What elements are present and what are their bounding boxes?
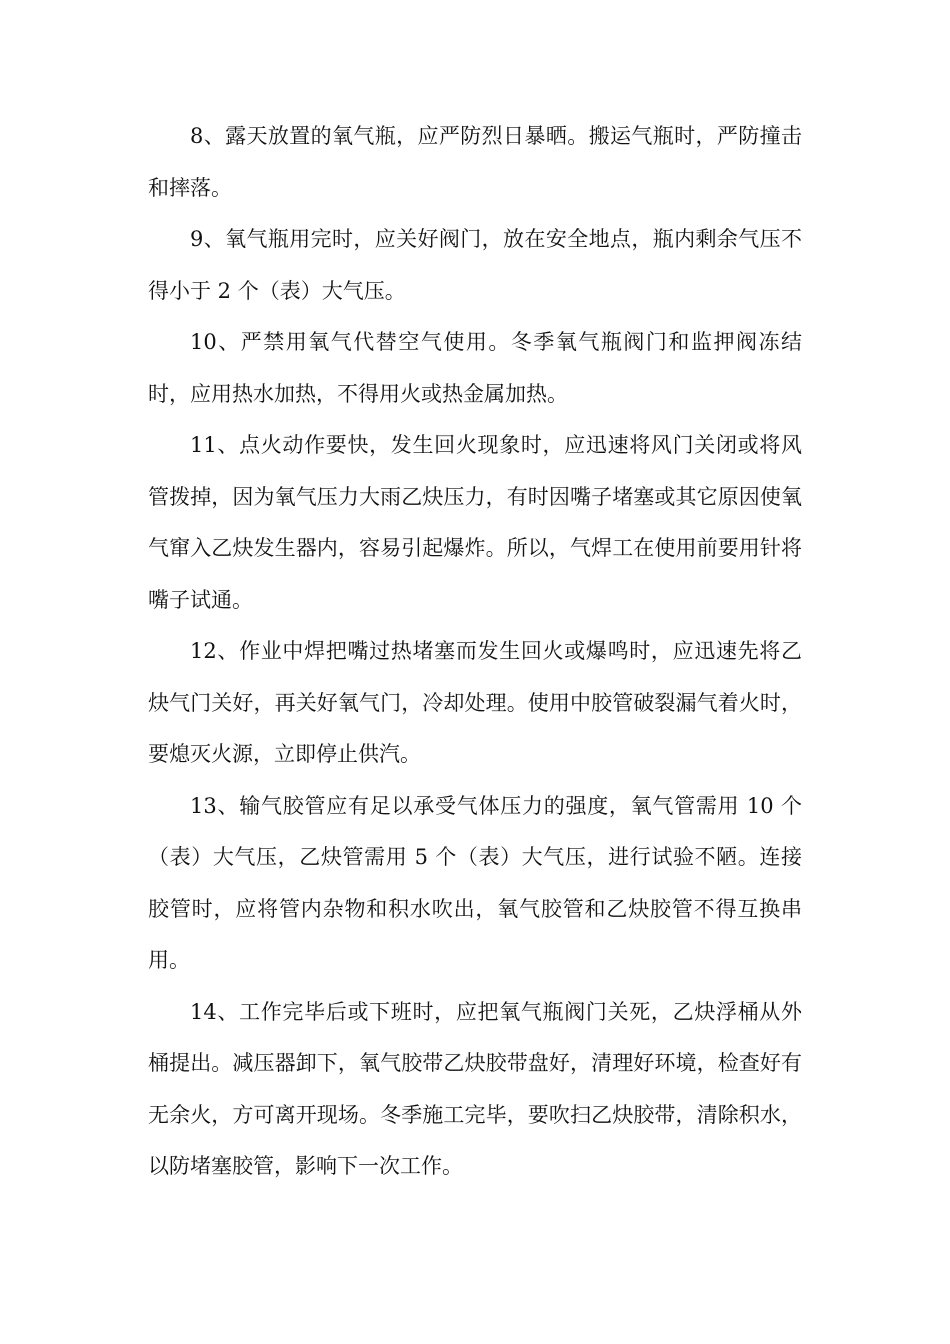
paragraph-item-12: 12、作业中焊把嘴过热堵塞而发生回火或爆鸣时，应迅速先将乙炔气门关好，再关好氧气门，冷却处理。使用中胶管破裂漏气着火时，要熄灭火源，立即停止供汽。 xyxy=(148,639,802,766)
paragraph-item-8: 8、露天放置的氧气瓶，应严防烈日暴晒。搬运气瓶时，严防撞击和摔落。 xyxy=(148,124,802,200)
paragraph-item-10: 10、严禁用氧气代替空气使用。冬季氧气瓶阀门和监押阀冻结时，应用热水加热，不得用火或热金属加热。 xyxy=(148,330,802,406)
document-body xyxy=(148,111,802,1193)
paragraph-item-13: 13、输气胶管应有足以承受气体压力的强度，氧气管需用 10 个（表）大气压，乙炔管需用 5 个（表）大气压，进行试验不陋。连接胶管时，应将管内杂物和积水吹出，氧气胶管和乙炔胶管不得互换串用。 xyxy=(148,793,802,972)
paragraph-item-14: 14、工作完毕后或下班时，应把氧气瓶阀门关死，乙炔浮桶从外桶提出。减压器卸下，氧气胶带乙炔胶带盘好，清理好环境，检查好有无余火，方可离开现场。冬季施工完毕，要吹扫乙炔胶带，清除积水，以防堵塞胶管，影响下一次工作。 xyxy=(148,999,802,1178)
paragraph-item-9: 9、氧气瓶用完时，应关好阀门，放在安全地点，瓶内剩余气压不得小于 2 个（表）大气压。 xyxy=(148,227,802,303)
paragraph-item-11: 11、点火动作要快，发生回火现象时，应迅速将风门关闭或将风管拨掉，因为氧气压力大雨乙炔压力，有时因嘴子堵塞或其它原因使氧气窜入乙炔发生器内，容易引起爆炸。所以，气焊工在使用前要用针将嘴子试通。 xyxy=(148,433,802,612)
